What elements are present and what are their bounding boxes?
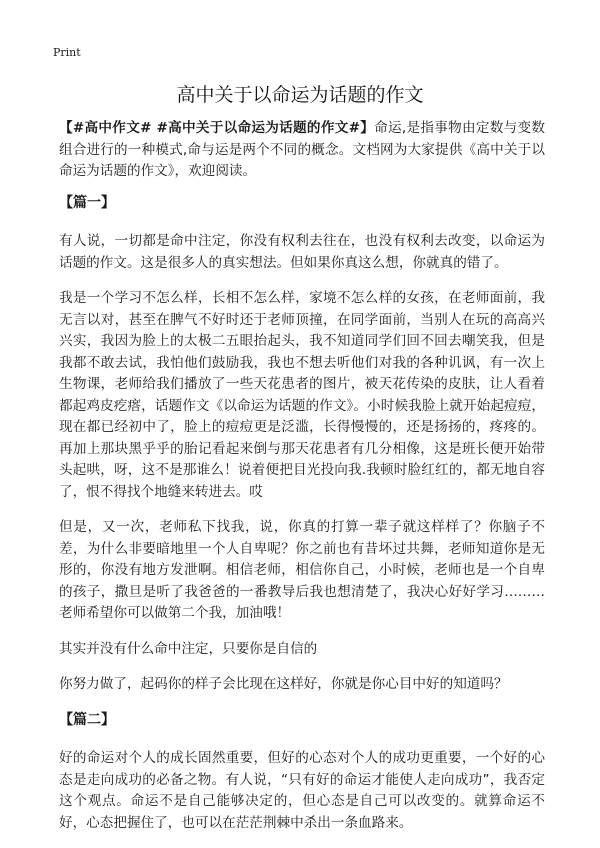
paragraph: 好的命运对个人的成长固然重要，但好的心态对个人的成功更重要，一个好的心态是走向成功的必备之物。有人说，“只有好的命运才能使人走向成功”，我否定这个观点。命运不是自己能够决定的，但心态是自己可以改变的。就算命运不好，心态把握住了，也可以在茫茫荆棘中杀出一条血路来。 xyxy=(59,750,545,831)
intro-text: 命运,是指事物由定数与变数组合进行的一种模式,命与运是两个不同的概念。文档网为大家提供《高中关于以命运为话题的作文》，欢迎阅读。 xyxy=(59,120,545,179)
print-label: Print xyxy=(53,46,81,59)
section-heading: 【篇一】 xyxy=(59,194,115,211)
document-title: 高中关于以命运为话题的作文 xyxy=(176,84,424,106)
document-body xyxy=(59,118,545,848)
paragraph: 但是，又一次，老师私下找我，说，你真的打算一辈子就这样样了？你脑子不差，为什么非要暗地里一个人自卑呢？你之前也有昔坏过共舞，老师知道你是无形的，你没有地方发泄啊。相信老师，相信你自己，小时候，老师也是一个自卑的孩子，撒旦是听了我爸爸的一番教导后我也想清楚了，我决心好好学习………老师希望你可以做第二个我，加油哦！ xyxy=(59,519,545,621)
paragraph: 我是一个学习不怎么样，长相不怎么样，家境不怎么样的女孩，在老师面前，我无言以对，甚至在脾气不好时还于老师顶撞，在同学面前，当别人在玩的高高兴兴实，我因为脸上的太极二五眼抬起头，我不知道同学们回不回去嘲笑我，但是我都不敢去试，我怕他们鼓励我，我也不想去听他们对我的各种讥讽，有一次上生物课，老师给我们播放了一些天花患者的图片，被天花传染的皮肤，让人看着都起鸡皮疙瘩，话题作文《以命运为话题的作文》。小时候我脸上就开始起痘痘，现在都已经初中了，脸上的痘痘更是泛滥，长得慢慢的，还是扬扬的，疼疼的。再加上那块黑乎乎的胎记看起来倒与那天花患者有几分相像，这是班长便开始带头起哄，呀，这不是那谁么！说着便把目光投向我.我顿时脸红红的，都无地自容了，恨不得找个地缝来转进去。哎 xyxy=(59,290,545,500)
paragraph: 其实并没有什么命中注定，只要你是自信的 xyxy=(59,640,318,657)
paragraph: 有人说，一切都是命中注定，你没有权利去往在，也没有权利去改变，以命运为话题的作文。这是很多人的真实想法。但如果你真这么想，你就真的错了。 xyxy=(59,233,545,271)
intro-paragraph xyxy=(59,118,545,183)
paragraph: 你努力做了，起码你的样子会比现在这样好，你就是你心目中好的知道吗？ xyxy=(59,676,508,692)
intro-tags: 【#高中作文# #高中关于以命运为话题的作文#】 xyxy=(59,120,375,136)
section-heading: 【篇二】 xyxy=(59,711,115,728)
